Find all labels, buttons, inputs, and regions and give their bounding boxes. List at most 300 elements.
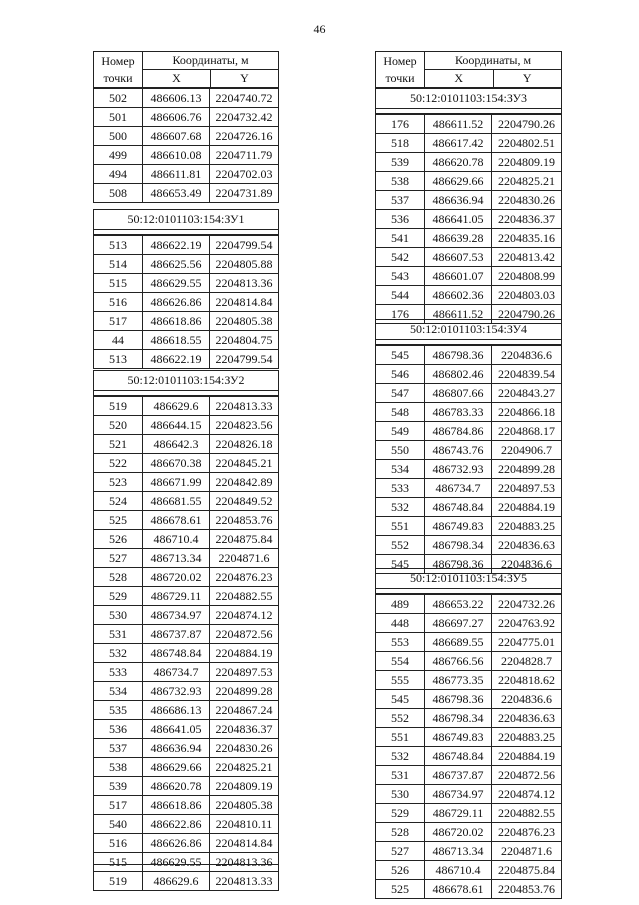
- y-coordinate-cell: 2204790.26: [492, 115, 562, 134]
- y-coordinate-cell: 2204875.84: [492, 861, 562, 880]
- table-row: [376, 880, 562, 899]
- point-number-cell: 532: [376, 498, 425, 517]
- table-row: [376, 346, 562, 365]
- y-coordinate-cell: 2204839.54: [492, 365, 562, 384]
- table-row: [94, 796, 279, 815]
- y-coordinate-cell: 2204867.24: [210, 701, 279, 720]
- table-row: [94, 701, 279, 720]
- table-row: [94, 397, 279, 416]
- y-coordinate-cell: 2204702.03: [210, 165, 279, 184]
- point-number-cell: 554: [376, 652, 425, 671]
- table-row: [376, 823, 562, 842]
- point-number-cell: 502: [94, 89, 143, 108]
- point-number-cell: 524: [94, 492, 143, 511]
- point-number-cell: 545: [376, 690, 425, 709]
- point-number-cell: 523: [94, 473, 143, 492]
- point-number-cell: 501: [94, 108, 143, 127]
- table-row: [376, 633, 562, 652]
- point-number-cell: 527: [376, 842, 425, 861]
- table-row: [94, 146, 279, 165]
- table-row: [94, 127, 279, 146]
- table-row: [94, 834, 279, 853]
- table-row: [94, 815, 279, 834]
- y-coordinate-cell: 2204799.54: [210, 350, 279, 369]
- y-coordinate-cell: 2204842.89: [210, 473, 279, 492]
- y-coordinate-cell: 2204763.92: [492, 614, 562, 633]
- x-coordinate-cell: 486626.86: [143, 834, 210, 853]
- table-row: [94, 587, 279, 606]
- y-coordinate-cell: 2204836.6: [492, 555, 562, 574]
- y-coordinate-cell: 2204813.42: [492, 248, 562, 267]
- y-coordinate-cell: 2204876.23: [210, 568, 279, 587]
- coords-header: Координаты, м: [425, 52, 562, 70]
- y-coordinate-cell: 2204836.63: [492, 709, 562, 728]
- page-number: 46: [313, 22, 326, 36]
- point-number-cell: 537: [376, 191, 425, 210]
- x-coordinate-cell: 486729.11: [143, 587, 210, 606]
- point-number-cell: 545: [376, 346, 425, 365]
- x-coordinate-cell: 486686.13: [143, 701, 210, 720]
- x-coordinate-cell: 486697.27: [425, 614, 492, 633]
- point-number-cell: 176: [376, 115, 425, 134]
- coordinates-table-left-top: [93, 51, 279, 203]
- table-row: [94, 625, 279, 644]
- x-coordinate-cell: 486629.6: [143, 397, 210, 416]
- x-coordinate-cell: 486798.34: [425, 536, 492, 555]
- y-coordinate-cell: 2204828.7: [492, 652, 562, 671]
- y-coordinate-cell: 2204805.38: [210, 796, 279, 815]
- y-coordinate-cell: 2204845.21: [210, 454, 279, 473]
- y-coordinate-cell: 2204830.26: [210, 739, 279, 758]
- point-number-cell: 551: [376, 517, 425, 536]
- y-coordinate-cell: 2204849.52: [210, 492, 279, 511]
- x-coordinate-cell: 486689.55: [425, 633, 492, 652]
- y-coordinate-cell: 2204814.84: [210, 834, 279, 853]
- y-coordinate-cell: 2204866.18: [492, 403, 562, 422]
- point-number-cell: 448: [376, 614, 425, 633]
- point-number-cell: 527: [94, 549, 143, 568]
- zu1-title: 50:12:0101103:154:ЗУ1: [94, 210, 279, 230]
- table-row: [94, 108, 279, 127]
- y-coordinate-cell: 2204726.16: [210, 127, 279, 146]
- x-coordinate-cell: 486729.11: [425, 804, 492, 823]
- zu4-table: [375, 319, 562, 574]
- x-coordinate-cell: 486743.76: [425, 441, 492, 460]
- x-coordinate-cell: 486802.46: [425, 365, 492, 384]
- y-coordinate-cell: 2204882.55: [210, 587, 279, 606]
- table-row: [376, 728, 562, 747]
- x-coordinate-cell: 486620.78: [425, 153, 492, 172]
- table-row: [94, 606, 279, 625]
- y-coordinate-cell: 2204882.55: [492, 804, 562, 823]
- y-coordinate-cell: 2204906.7: [492, 441, 562, 460]
- point-number-cell: 531: [376, 766, 425, 785]
- x-coordinate-cell: 486749.83: [425, 728, 492, 747]
- table-row: [94, 872, 279, 891]
- x-coordinate-cell: 486748.84: [425, 747, 492, 766]
- y-coordinate-cell: 2204814.84: [210, 293, 279, 312]
- x-coordinate-cell: 486732.93: [143, 682, 210, 701]
- table-row: [94, 89, 279, 108]
- y-coordinate-cell: 2204732.42: [210, 108, 279, 127]
- x-coordinate-cell: 486732.93: [425, 460, 492, 479]
- table-row: [94, 758, 279, 777]
- y-coordinate-cell: 2204884.19: [492, 498, 562, 517]
- table-row: [376, 365, 562, 384]
- x-coordinate-cell: 486618.86: [143, 796, 210, 815]
- x-coordinate-cell: 486629.66: [425, 172, 492, 191]
- table-row: [94, 184, 279, 203]
- table-row: [376, 191, 562, 210]
- point-number-cell: 534: [94, 682, 143, 701]
- point-number-cell: 494: [94, 165, 143, 184]
- point-number-cell: 515: [94, 853, 143, 872]
- point-number-cell: 519: [94, 872, 143, 891]
- table-row: [376, 671, 562, 690]
- x-coordinate-cell: 486611.52: [425, 305, 492, 324]
- table-row: [376, 153, 562, 172]
- x-coordinate-cell: 486681.55: [143, 492, 210, 511]
- point-number-cell: 534: [376, 460, 425, 479]
- y-coordinate-cell: 2204843.27: [492, 384, 562, 403]
- y-coordinate-cell: 2204872.56: [492, 766, 562, 785]
- y-coordinate-cell: 2204805.88: [210, 255, 279, 274]
- y-header: Y: [211, 70, 279, 88]
- point-number-cell: 516: [94, 834, 143, 853]
- x-header: X: [143, 70, 211, 88]
- point-number-cell: 526: [376, 861, 425, 880]
- point-number-header: Номер точки: [94, 52, 143, 88]
- point-number-cell: 518: [376, 134, 425, 153]
- table-row: [94, 165, 279, 184]
- y-coordinate-cell: 2204731.89: [210, 184, 279, 203]
- y-coordinate-cell: 2204836.6: [492, 690, 562, 709]
- y-coordinate-cell: 2204897.53: [210, 663, 279, 682]
- point-number-cell: 531: [94, 625, 143, 644]
- x-coordinate-cell: 486713.34: [425, 842, 492, 861]
- table-row: [376, 172, 562, 191]
- y-coordinate-cell: 2204836.6: [492, 346, 562, 365]
- table-row: [376, 766, 562, 785]
- point-number-header: Номер точки: [376, 52, 425, 88]
- x-coordinate-cell: 486620.78: [143, 777, 210, 796]
- y-coordinate-cell: 2204875.84: [210, 530, 279, 549]
- zu3-table: [375, 51, 562, 324]
- point-number-cell: 521: [94, 435, 143, 454]
- y-coordinate-cell: 2204883.25: [492, 728, 562, 747]
- point-number-cell: 529: [94, 587, 143, 606]
- y-coordinate-cell: 2204872.56: [210, 625, 279, 644]
- table-row: [376, 747, 562, 766]
- table-row: [94, 777, 279, 796]
- point-number-cell: 44: [94, 331, 143, 350]
- y-coordinate-cell: 2204883.25: [492, 517, 562, 536]
- table-row: [94, 274, 279, 293]
- point-number-cell: 552: [376, 536, 425, 555]
- table-row: [376, 709, 562, 728]
- point-number-cell: 500: [94, 127, 143, 146]
- x-coordinate-cell: 486749.83: [425, 517, 492, 536]
- y-coordinate-cell: 2204899.28: [210, 682, 279, 701]
- table-row: [376, 804, 562, 823]
- x-coordinate-cell: 486625.56: [143, 255, 210, 274]
- x-coordinate-cell: 486710.4: [425, 861, 492, 880]
- table-row: [376, 441, 562, 460]
- point-number-cell: 535: [94, 701, 143, 720]
- x-coordinate-cell: 486671.99: [143, 473, 210, 492]
- table-row: [376, 614, 562, 633]
- zu1-table: [93, 209, 279, 369]
- x-coordinate-cell: 486636.94: [425, 191, 492, 210]
- table-row: [94, 568, 279, 587]
- point-number-cell: 543: [376, 267, 425, 286]
- table-row: [94, 435, 279, 454]
- table-row: [94, 720, 279, 739]
- point-number-cell: 537: [94, 739, 143, 758]
- y-coordinate-cell: 2204799.54: [210, 236, 279, 255]
- point-number-cell: 538: [94, 758, 143, 777]
- y-coordinate-cell: 2204868.17: [492, 422, 562, 441]
- x-coordinate-cell: 486642.3: [143, 435, 210, 454]
- x-coordinate-cell: 486734.7: [425, 479, 492, 498]
- coords-header: Координаты, м: [143, 52, 279, 70]
- y-coordinate-cell: 2204818.62: [492, 671, 562, 690]
- x-coordinate-cell: 486606.76: [143, 108, 210, 127]
- table-row: [376, 210, 562, 229]
- y-coordinate-cell: 2204899.28: [492, 460, 562, 479]
- zu3-title: 50:12:0101103:154:ЗУ3: [376, 89, 562, 109]
- x-coordinate-cell: 486734.97: [425, 785, 492, 804]
- bottom-rule: [93, 864, 279, 865]
- x-coordinate-cell: 486611.52: [425, 115, 492, 134]
- table-row: [376, 479, 562, 498]
- table-row: [376, 842, 562, 861]
- y-coordinate-cell: 2204826.18: [210, 435, 279, 454]
- x-coordinate-cell: 486783.33: [425, 403, 492, 422]
- x-coordinate-cell: 486641.05: [425, 210, 492, 229]
- point-number-cell: 533: [376, 479, 425, 498]
- x-coordinate-cell: 486606.13: [143, 89, 210, 108]
- x-coordinate-cell: 486737.87: [143, 625, 210, 644]
- y-coordinate-cell: 2204835.16: [492, 229, 562, 248]
- point-number-cell: 515: [94, 274, 143, 293]
- x-coordinate-cell: 486622.19: [143, 350, 210, 369]
- y-coordinate-cell: 2204775.01: [492, 633, 562, 652]
- point-number-cell: 544: [376, 286, 425, 305]
- point-number-cell: 529: [376, 804, 425, 823]
- zu5-title: 50:12:0101103:154:ЗУ5: [376, 569, 562, 589]
- x-coordinate-cell: 486798.36: [425, 690, 492, 709]
- y-coordinate-cell: 2204813.36: [210, 274, 279, 293]
- y-coordinate-cell: 2204884.19: [210, 644, 279, 663]
- y-coordinate-cell: 2204853.76: [492, 880, 562, 899]
- x-coordinate-cell: 486610.08: [143, 146, 210, 165]
- y-coordinate-cell: 2204871.6: [492, 842, 562, 861]
- y-coordinate-cell: 2204836.37: [210, 720, 279, 739]
- point-number-cell: 547: [376, 384, 425, 403]
- y-coordinate-cell: 2204808.99: [492, 267, 562, 286]
- point-number-cell: 551: [376, 728, 425, 747]
- point-number-cell: 525: [376, 880, 425, 899]
- point-number-cell: 520: [94, 416, 143, 435]
- y-coordinate-cell: 2204711.79: [210, 146, 279, 165]
- x-header: X: [425, 70, 494, 88]
- y-coordinate-cell: 2204813.33: [210, 397, 279, 416]
- point-number-cell: 550: [376, 441, 425, 460]
- point-number-cell: 499: [94, 146, 143, 165]
- x-coordinate-cell: 486798.34: [425, 709, 492, 728]
- table-row: [376, 267, 562, 286]
- point-number-cell: 517: [94, 312, 143, 331]
- point-number-cell: 546: [376, 365, 425, 384]
- x-coordinate-cell: 486622.86: [143, 815, 210, 834]
- x-coordinate-cell: 486629.55: [143, 274, 210, 293]
- x-coordinate-cell: 486720.02: [143, 568, 210, 587]
- table-row: [94, 853, 279, 872]
- table-row: [376, 229, 562, 248]
- zu5-table: [375, 568, 562, 899]
- x-coordinate-cell: 486618.86: [143, 312, 210, 331]
- table-row: [94, 682, 279, 701]
- point-number-cell: 555: [376, 671, 425, 690]
- point-number-cell: 533: [94, 663, 143, 682]
- point-number-cell: 514: [94, 255, 143, 274]
- y-coordinate-cell: 2204813.36: [210, 853, 279, 872]
- y-coordinate-cell: 2204853.76: [210, 511, 279, 530]
- y-coordinate-cell: 2204876.23: [492, 823, 562, 842]
- point-number-cell: 526: [94, 530, 143, 549]
- table-row: [94, 416, 279, 435]
- x-coordinate-cell: 486807.66: [425, 384, 492, 403]
- y-coordinate-cell: 2204732.26: [492, 595, 562, 614]
- table-row: [94, 492, 279, 511]
- table-row: [376, 115, 562, 134]
- table-row: [376, 498, 562, 517]
- y-coordinate-cell: 2204884.19: [492, 747, 562, 766]
- table-row: [94, 473, 279, 492]
- y-coordinate-cell: 2204836.37: [492, 210, 562, 229]
- x-coordinate-cell: 486737.87: [425, 766, 492, 785]
- x-coordinate-cell: 486618.55: [143, 331, 210, 350]
- point-number-cell: 513: [94, 236, 143, 255]
- x-coordinate-cell: 486602.36: [425, 286, 492, 305]
- point-number-cell: 553: [376, 633, 425, 652]
- point-number-cell: 536: [376, 210, 425, 229]
- x-coordinate-cell: 486636.94: [143, 739, 210, 758]
- x-coordinate-cell: 486766.56: [425, 652, 492, 671]
- x-coordinate-cell: 486629.6: [143, 872, 210, 891]
- zu2-table: [93, 370, 279, 891]
- x-coordinate-cell: 486798.36: [425, 346, 492, 365]
- table-row: [94, 549, 279, 568]
- table-row: [376, 422, 562, 441]
- x-coordinate-cell: 486784.86: [425, 422, 492, 441]
- zu2-title: 50:12:0101103:154:ЗУ2: [94, 371, 279, 391]
- x-coordinate-cell: 486653.22: [425, 595, 492, 614]
- y-coordinate-cell: 2204809.19: [210, 777, 279, 796]
- point-number-cell: 542: [376, 248, 425, 267]
- point-number-cell: 519: [94, 397, 143, 416]
- x-coordinate-cell: 486629.55: [143, 853, 210, 872]
- table-row: [376, 517, 562, 536]
- table-row: [376, 536, 562, 555]
- point-number-cell: 552: [376, 709, 425, 728]
- x-coordinate-cell: 486641.05: [143, 720, 210, 739]
- y-coordinate-cell: 2204809.19: [492, 153, 562, 172]
- y-coordinate-cell: 2204803.03: [492, 286, 562, 305]
- point-number-cell: 545: [376, 555, 425, 574]
- table-row: [94, 312, 279, 331]
- x-coordinate-cell: 486626.86: [143, 293, 210, 312]
- point-number-cell: 532: [376, 747, 425, 766]
- x-coordinate-cell: 486678.61: [143, 511, 210, 530]
- point-number-cell: 528: [376, 823, 425, 842]
- y-coordinate-cell: 2204740.72: [210, 89, 279, 108]
- table-row: [376, 861, 562, 880]
- point-number-cell: 516: [94, 293, 143, 312]
- table-row: [94, 331, 279, 350]
- x-coordinate-cell: 486713.34: [143, 549, 210, 568]
- point-number-cell: 549: [376, 422, 425, 441]
- y-coordinate-cell: 2204830.26: [492, 191, 562, 210]
- table-row: [376, 595, 562, 614]
- table-row: [376, 248, 562, 267]
- table-row: [376, 785, 562, 804]
- point-number-cell: 538: [376, 172, 425, 191]
- table-row: [376, 690, 562, 709]
- point-number-cell: 489: [376, 595, 425, 614]
- table-row: [94, 255, 279, 274]
- x-coordinate-cell: 486644.15: [143, 416, 210, 435]
- y-coordinate-cell: 2204897.53: [492, 479, 562, 498]
- point-number-cell: 532: [94, 644, 143, 663]
- x-coordinate-cell: 486617.42: [425, 134, 492, 153]
- y-coordinate-cell: 2204836.63: [492, 536, 562, 555]
- x-coordinate-cell: 486798.36: [425, 555, 492, 574]
- x-coordinate-cell: 486601.07: [425, 267, 492, 286]
- x-coordinate-cell: 486678.61: [425, 880, 492, 899]
- point-number-cell: 530: [94, 606, 143, 625]
- x-coordinate-cell: 486670.38: [143, 454, 210, 473]
- y-coordinate-cell: 2204825.21: [492, 172, 562, 191]
- point-number-cell: 530: [376, 785, 425, 804]
- y-coordinate-cell: 2204825.21: [210, 758, 279, 777]
- x-coordinate-cell: 486734.7: [143, 663, 210, 682]
- x-coordinate-cell: 486653.49: [143, 184, 210, 203]
- x-coordinate-cell: 486607.68: [143, 127, 210, 146]
- y-header: Y: [493, 70, 562, 88]
- y-coordinate-cell: 2204790.26: [492, 305, 562, 324]
- x-coordinate-cell: 486611.81: [143, 165, 210, 184]
- x-coordinate-cell: 486622.19: [143, 236, 210, 255]
- table-row: [376, 652, 562, 671]
- table-row: [94, 350, 279, 369]
- table-row: [376, 403, 562, 422]
- table-row: [94, 739, 279, 758]
- x-coordinate-cell: 486748.84: [143, 644, 210, 663]
- point-number-cell: 522: [94, 454, 143, 473]
- table-row: [94, 530, 279, 549]
- y-coordinate-cell: 2204802.51: [492, 134, 562, 153]
- point-number-cell: 536: [94, 720, 143, 739]
- table-row: [94, 663, 279, 682]
- x-coordinate-cell: 486607.53: [425, 248, 492, 267]
- y-coordinate-cell: 2204805.38: [210, 312, 279, 331]
- table-row: [94, 293, 279, 312]
- point-number-cell: 517: [94, 796, 143, 815]
- x-coordinate-cell: 486734.97: [143, 606, 210, 625]
- table-row: [94, 511, 279, 530]
